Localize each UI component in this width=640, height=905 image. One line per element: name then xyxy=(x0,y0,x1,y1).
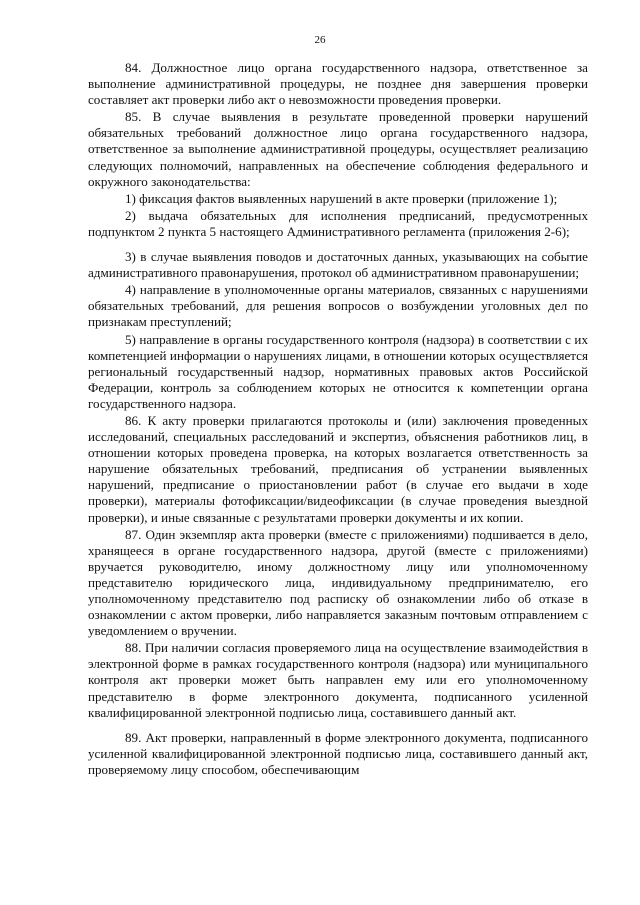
list-item-1: 1) фиксация фактов выявленных нарушений в акте проверки (приложение 1); xyxy=(125,190,558,206)
page-number: 26 xyxy=(314,34,326,46)
paragraph-89: 89. Акт проверки, направленный в форме электронного документа, подписанного усиленной квалифицированной электронной подписью лица, составившего данный акт, проверяемому лицу способом, обеспечивающим xyxy=(88,729,588,777)
list-item-4: 4) направление в уполномоченные органы материалов, связанных с нарушениями обязательных требований, для решения вопросов о возбуждении уголовных дел по признакам преступлений; xyxy=(88,282,588,330)
list-item-3: 3) в случае выявления поводов и достаточных данных, указывающих на событие административного правонарушения, протокол об административном правонарушении; xyxy=(88,249,588,281)
list-item-5: 5) направление в органы государственного контроля (надзора) в соответствии с их компетенцией информации о нарушениях лицами, в отношении которых осуществляется региональный государственный надзор, нормативных правовых актов Российской Федерации, контроль за соблюдением которых не относится к компетенции органа государственного надзора. xyxy=(88,331,588,411)
document-body xyxy=(88,60,588,778)
paragraph-88: 88. При наличии согласия проверяемого лица на осуществление взаимодействия в электронной форме в рамках государственного контроля (надзора) или муниципального контроля акт проверки может быть направлен ему или его уполномоченному представителю в форме электронного документа, подписанного усиленной квалифицированной электронной подписью лица, составившего данный акт. xyxy=(88,640,588,720)
paragraph-87: 87. Один экземпляр акта проверки (вместе с приложениями) подшивается в дело, хранящееся в органе государственного надзора, другой (вместе с приложениями) вручается руководителю, иному должностному лицу или уполномоченному представителю юридического лица, индивидуальному предпринимателю, его уполномоченному представителю под расписку об ознакомлении либо об отказе в ознакомлении с актом проверки, либо направляется заказным почтовым отправлением с уведомлением о вручении. xyxy=(88,526,588,639)
paragraph-84: 84. Должностное лицо органа государственного надзора, ответственное за выполнение административной процедуры, не позднее дня завершения проверки составляет акт проверки либо акт о невозможности проведения проверки. xyxy=(88,60,588,108)
list-item-2: 2) выдача обязательных для исполнения предписаний, предусмотренных подпунктом 2 пункта 5 настоящего Административного регламента (приложения 2-6); xyxy=(88,207,588,239)
paragraph-85: 85. В случае выявления в результате проведенной проверки нарушений обязательных требований должностное лицо органа государственного надзора, ответственное за выполнение административной процедуры, осуществляет реализацию следующих полномочий, направленных на обеспечение соблюдения федерального и окружного законодательства: xyxy=(88,109,588,189)
paragraph-86: 86. К акту проверки прилагаются протоколы и (или) заключения проведенных исследований, специальных расследований и экспертиз, объяснения работников лиц, в отношении которых проведена проверка, на которых возлагается ответственность за нарушение обязательных требований, предписания об устранении выявленных нарушений, предписание о приостановлении работ (в случае его выдачи в ходе проверки), материалы фотофиксации/видеофиксации (в случае проведения выездной проверки), и иные связанные с результатами проверки документы и их копии. xyxy=(88,412,588,525)
